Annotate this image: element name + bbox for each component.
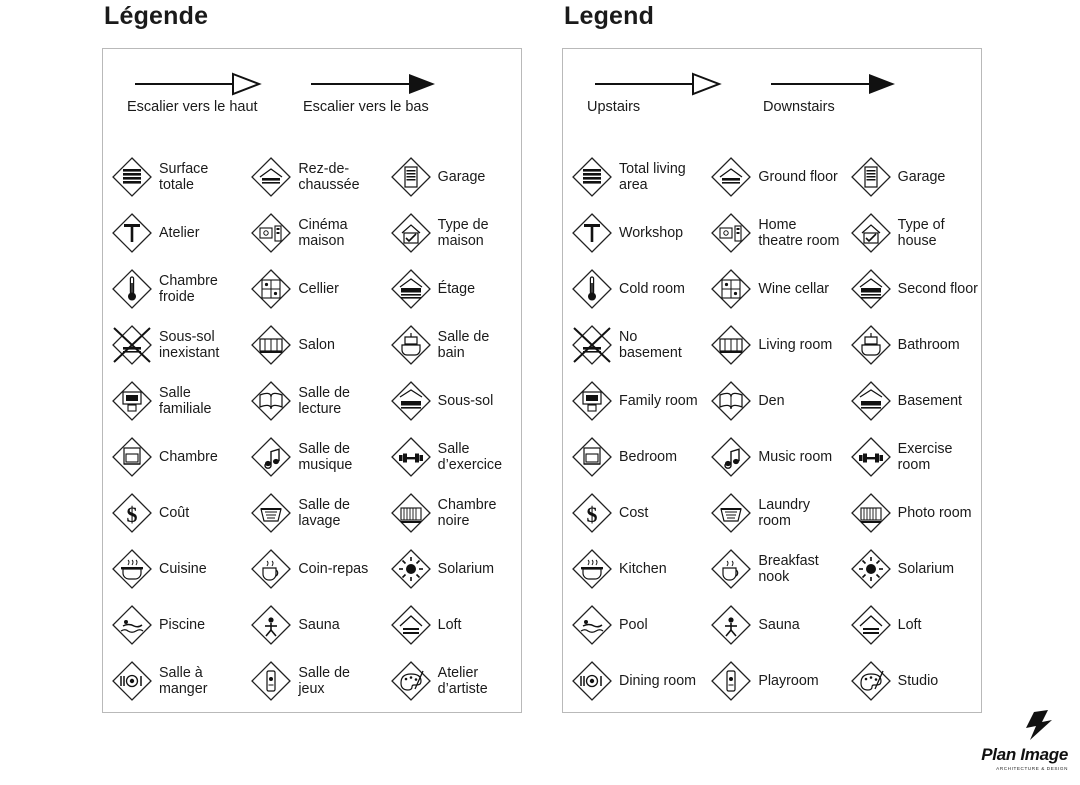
wine-bottle-rack-icon [248,266,294,312]
legend-row [103,149,521,205]
legend-item-label: Type de maison [437,217,489,249]
arrow-solid-right-icon [761,71,941,97]
legend-item [702,653,841,709]
legend-item [103,653,242,709]
no-basement-crossed-icon [569,322,615,368]
arrow-item [301,71,481,116]
legend-item [382,373,521,429]
brand-logo [950,710,1068,771]
dollar-sign-icon [569,490,615,536]
arrow-label: Escalier vers le bas [303,99,429,115]
legend-item-label: Piscine [159,617,206,633]
legend-item [563,541,702,597]
legend-item-label: Pool [619,617,648,633]
legend-item [842,205,981,261]
basement-icon [848,378,894,424]
legend-row [563,653,981,709]
home-theatre-icon [248,210,294,256]
thermometer-icon [569,266,615,312]
legend-item-label: Home theatre room [758,217,840,249]
logo-text: Plan Image [981,745,1068,764]
legend-item-label: Laundry room [758,497,810,529]
legend-item-label: Ground floor [758,169,838,185]
legend-item-label: Coin-repas [298,561,369,577]
legend-item-label: Cellier [298,281,339,297]
sun-icon [388,546,434,592]
legend-item [103,373,242,429]
legend-item [242,429,381,485]
legend-row [563,149,981,205]
loft-stairs-icon [388,602,434,648]
legend-item-label: Exercise room [897,441,953,473]
cooking-pot-icon [569,546,615,592]
legend-row [103,485,521,541]
sauna-person-icon [708,602,754,648]
legend-item-label: Salle de jeux [298,665,350,697]
legend-item [842,317,981,373]
artist-palette-icon [388,658,434,704]
house-check-icon [848,210,894,256]
washing-machine-icon [248,490,294,536]
sofa-icon [248,322,294,368]
legend-item [103,205,242,261]
legend-item-label: Garage [897,169,946,185]
legend-item [563,205,702,261]
open-book-icon [248,378,294,424]
arrow-item [125,71,305,116]
legend-item-label: Salle à manger [159,665,208,697]
legend-item [842,597,981,653]
legend-item-label: Salle familiale [159,385,212,417]
legend-row [563,205,981,261]
bathtub-icon [848,322,894,368]
legend-item [382,429,521,485]
second-floor-icon [848,266,894,312]
coffee-cup-icon [248,546,294,592]
legend-item [103,261,242,317]
legend-item-label: Photo room [897,505,972,521]
legend-item [382,317,521,373]
legend-item [563,485,702,541]
legend-item-label: Loft [897,617,922,633]
legend-item-label: Living room [758,337,833,353]
legend-item [382,597,521,653]
legend-item-label: Atelier d’artiste [437,665,488,697]
basement-icon [388,378,434,424]
legend-item-label: Second floor [897,281,978,297]
legend-item [702,541,841,597]
legend-item [103,541,242,597]
dollar-sign-icon [109,490,155,536]
bathtub-icon [388,322,434,368]
legend-item [382,485,521,541]
legend-item-label: Coût [159,505,190,521]
garage-door-icon [388,154,434,200]
legend-item-label: Atelier [159,225,200,241]
coffee-cup-icon [708,546,754,592]
legend-item [242,317,381,373]
legend-item-label: Chambre froide [159,273,218,305]
legend-item-label: Surface totale [159,161,209,193]
ground-floor-icon [708,154,754,200]
legend-item [382,261,521,317]
legend-item [242,149,381,205]
legend-item-label: Solarium [897,561,955,577]
legend-item [242,261,381,317]
legend-item [563,429,702,485]
playroom-icon [248,658,294,704]
wine-bottle-rack-icon [708,266,754,312]
sun-icon [848,546,894,592]
arrow-outline-right-icon [585,71,765,97]
bed-icon [109,434,155,480]
dining-table-icon [109,658,155,704]
legend-item-label: Salon [298,337,335,353]
dumbbell-icon [388,434,434,480]
photo-enlarger-icon [848,490,894,536]
legend-item [563,261,702,317]
open-book-icon [708,378,754,424]
legend-item [842,261,981,317]
photo-enlarger-icon [388,490,434,536]
legend-row [103,317,521,373]
legend-item [103,149,242,205]
legend-item-label: Chambre [159,449,218,465]
legend-item-label: Salle de musique [298,441,353,473]
legend-row [103,261,521,317]
stacked-lines-icon [569,154,615,200]
legend-item-label: Sous-sol [437,393,494,409]
legend-item [702,261,841,317]
legend-grid-en [563,149,981,709]
legend-item-label: Wine cellar [758,281,830,297]
swimmer-icon [569,602,615,648]
legend-row [103,205,521,261]
artist-palette-icon [848,658,894,704]
legend-item-label: Type of house [897,217,945,249]
legend-item [103,317,242,373]
legend-item [382,653,521,709]
garage-door-icon [848,154,894,200]
sauna-person-icon [248,602,294,648]
legend-item-label: Den [758,393,785,409]
legend-item [842,373,981,429]
legend-item [842,149,981,205]
legend-panel-fr [102,48,522,713]
arrow-label: Upstairs [587,99,641,115]
armchair-tv-icon [569,378,615,424]
legend-item [563,597,702,653]
legend-item-label: Sauna [298,617,340,633]
legend-item-label: Cuisine [159,561,207,577]
legend-item [563,653,702,709]
legend-row [103,429,521,485]
legend-item [242,541,381,597]
thermometer-icon [109,266,155,312]
home-theatre-icon [708,210,754,256]
legend-item [842,485,981,541]
legend-item [103,597,242,653]
stair-arrows-en [563,71,981,141]
arrow-item [761,71,941,116]
legend-row [103,541,521,597]
legend-row [103,653,521,709]
legend-item-label: Garage [437,169,486,185]
cooking-pot-icon [109,546,155,592]
stacked-lines-icon [109,154,155,200]
legend-row [563,597,981,653]
bed-icon [569,434,615,480]
legend-item-label: Workshop [619,225,684,241]
legend-item-label: Family room [619,393,698,409]
panel-title-en: Legend [564,2,655,30]
legend-row [563,373,981,429]
legend-item-label: Salle de lavage [298,497,350,529]
legend-item [242,373,381,429]
legend-grid-fr [103,149,521,709]
legend-item [702,485,841,541]
stair-arrows-fr [103,71,521,141]
legend-item-label: Bathroom [897,337,960,353]
legend-item-label: Solarium [437,561,495,577]
dining-table-icon [569,658,615,704]
sofa-icon [708,322,754,368]
legend-row [103,373,521,429]
legend-item-label: Cost [619,505,649,521]
legend-item-label: Étage [437,281,476,297]
washing-machine-icon [708,490,754,536]
legend-item-label: Salle de bain [437,329,490,361]
legend-item-label: Cold room [619,281,685,297]
legend-item-label: Chambre noire [437,497,497,529]
legend-row [563,261,981,317]
legend-item-label: Sauna [758,617,800,633]
legend-item [842,653,981,709]
legend-item-label: Dining room [619,673,697,689]
legend-item-label: Breakfast nook [758,553,819,585]
legend-item [103,429,242,485]
playroom-icon [708,658,754,704]
legend-item-label: Cinéma maison [298,217,348,249]
legend-item [842,541,981,597]
arrow-label: Escalier vers le haut [127,99,258,115]
legend-item [563,149,702,205]
arrow-solid-right-icon [301,71,481,97]
legend-row [563,429,981,485]
legend-item [702,205,841,261]
house-check-icon [388,210,434,256]
legend-item [382,541,521,597]
legend-item [702,317,841,373]
legend-row [563,541,981,597]
legend-row [563,317,981,373]
legend-item [382,205,521,261]
dumbbell-icon [848,434,894,480]
legend-item [702,373,841,429]
legend-item [242,597,381,653]
legend-item-label: Sous-sol inexistant [159,329,220,361]
legend-item-label: No basement [619,329,682,361]
music-note-icon [708,434,754,480]
arrow-outline-right-icon [125,71,305,97]
armchair-tv-icon [109,378,155,424]
music-note-icon [248,434,294,480]
legend-item [563,317,702,373]
svg-text:$: $ [126,502,138,527]
legend-item [842,429,981,485]
svg-text:$: $ [586,502,598,527]
ground-floor-icon [248,154,294,200]
legend-item [702,429,841,485]
swimmer-icon [109,602,155,648]
legend-item [702,597,841,653]
legend-row [563,485,981,541]
legend-item-label: Salle de lecture [298,385,350,417]
legend-item-label: Music room [758,449,833,465]
arrow-item [585,71,765,116]
legend-panel-en [562,48,982,713]
legend-item-label: Kitchen [619,561,667,577]
legend-item-label: Bedroom [619,449,678,465]
legend-item [563,373,702,429]
legend-item [242,653,381,709]
legend-item-label: Basement [897,393,963,409]
second-floor-icon [388,266,434,312]
arrow-label: Downstairs [763,99,835,115]
legend-item [702,149,841,205]
panel-title-fr: Légende [104,2,209,30]
legend-item-label: Total living area [619,161,686,193]
no-basement-crossed-icon [109,322,155,368]
loft-stairs-icon [848,602,894,648]
logo-tagline: ARCHITECTURE & DESIGN [996,766,1068,771]
legend-item-label: Salle d’exercice [437,441,503,473]
legend-item [103,485,242,541]
legend-row [103,597,521,653]
legend-item-label: Rez-de-chaussée [298,161,360,193]
legend-item-label: Playroom [758,673,819,689]
legend-item [242,205,381,261]
legend-item-label: Loft [437,617,462,633]
logo-mark-icon [950,710,1068,745]
hammer-icon [109,210,155,256]
legend-item [382,149,521,205]
hammer-icon [569,210,615,256]
legend-item-label: Studio [897,673,939,689]
legend-item [242,485,381,541]
